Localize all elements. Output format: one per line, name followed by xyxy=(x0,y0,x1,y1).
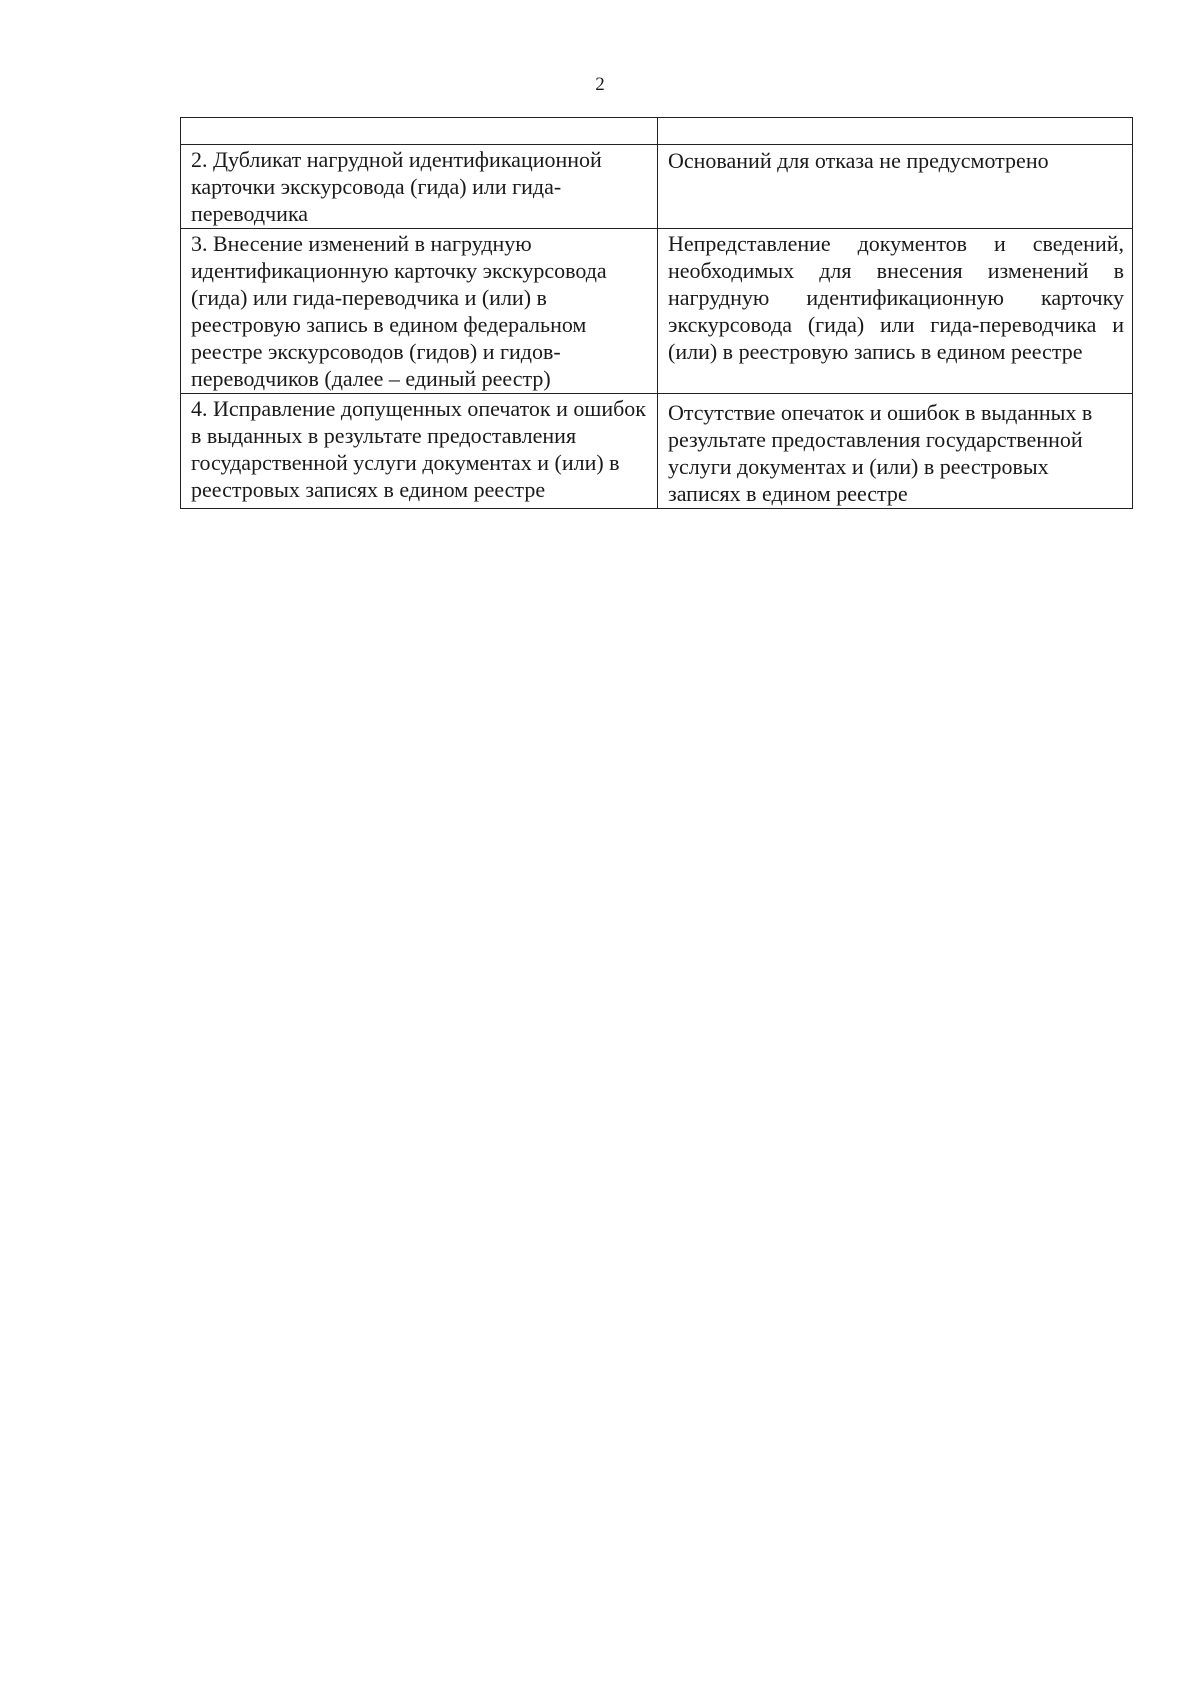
table-row xyxy=(181,394,1133,509)
table-row xyxy=(181,145,1133,229)
grounds-cell: Отсутствие опечаток и ошибок в выданных в результате предоставления государственной услуги документах и (или) в реестровых записях в едином реестре xyxy=(658,394,1133,509)
table-row xyxy=(181,229,1133,394)
grounds-cell: Непредставление документов и сведений, необходимых для внесения изменений в нагрудную идентификационную карточку экскурсовода (гида) или гида-переводчика и (или) в реестровую запись в едином реестре xyxy=(658,229,1133,394)
service-cell: 3. Внесение изменений в нагрудную идентификационную карточку экскурсовода (гида) или гида-переводчика и (или) в реестровую запись в едином федеральном реестре экскурсоводов (гидов) и гидов-переводчиков (далее – единый реестр) xyxy=(181,229,658,394)
grounds-cell: Оснований для отказа не предусмотрено xyxy=(658,145,1133,229)
service-cell: 4. Исправление допущенных опечаток и ошибок в выданных в результате предоставления государственной услуги документах и (или) в реестровых записях в едином реестре xyxy=(181,394,658,509)
service-cell: 2. Дубликат нагрудной идентификационной карточки экскурсовода (гида) или гида-переводчика xyxy=(181,145,658,229)
table-header-cell-right xyxy=(658,118,1133,145)
table-header-row xyxy=(181,118,1133,145)
grounds-table xyxy=(180,117,1133,509)
page-number: 2 xyxy=(595,74,605,95)
table-header-cell-left xyxy=(181,118,658,145)
